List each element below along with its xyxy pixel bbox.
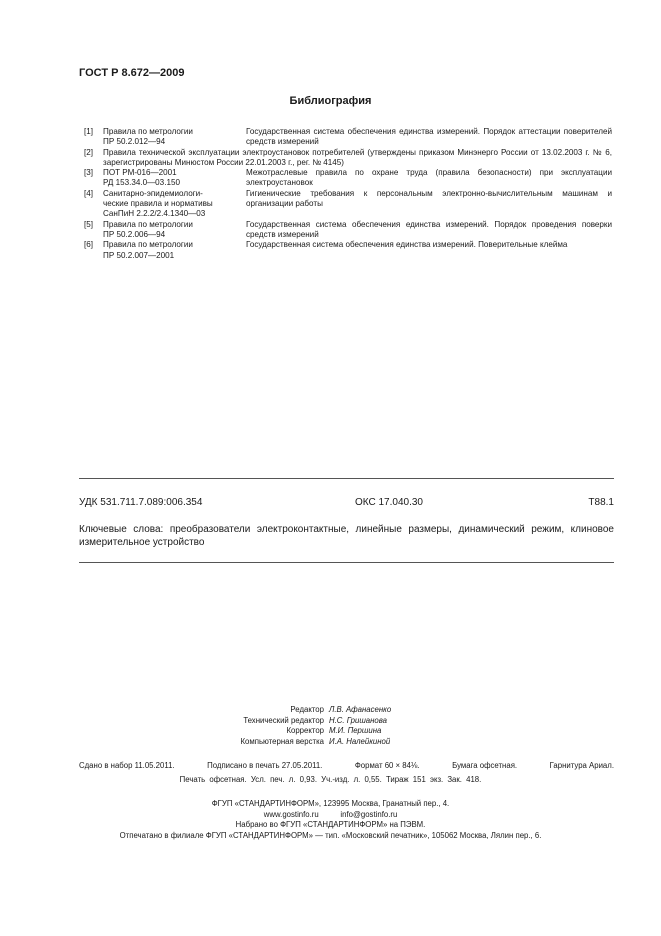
credit-layout [0, 737, 661, 748]
credit-role: Редактор [290, 705, 324, 714]
bib-description: Государственная система обеспечения единства измерений. Поверительные клейма [246, 240, 568, 250]
bib-entry-5 [84, 220, 612, 241]
credit-role: Компьютерная верстка [240, 736, 324, 746]
bib-source [103, 168, 246, 189]
bib-source [103, 189, 246, 220]
typeface: Гарнитура Ариал. [549, 761, 614, 770]
credit-role: Корректор [286, 726, 324, 736]
bib-number: [2] [84, 147, 93, 157]
bib-number: [1] [84, 127, 93, 136]
bib-entry-3 [84, 168, 612, 189]
keywords: Ключевые слова: преобразователи электроконтактные, линейные размеры, динамический режим, клиновое измерительное устройство [79, 524, 614, 548]
bib-entry-1 [84, 127, 612, 148]
typeset-date: Сдано в набор 11.05.2011. [79, 761, 175, 770]
bib-number: [3] [84, 168, 93, 178]
bib-source [103, 240, 246, 261]
credit-editor [0, 705, 661, 716]
standard-number: ГОСТ Р 8.672—2009 [79, 67, 185, 79]
publisher-address: ФГУП «СТАНДАРТИНФОРМ», 123995 Москва, Гранатный пер., 4. [211, 799, 450, 808]
bib-source-line: ПР 50.2.007—2001 [103, 250, 175, 260]
bib-source-line: СанПиН 2.2.2/2.4.1340—03 [103, 209, 206, 219]
bib-source-line: ПР 50.2.006—94 [103, 229, 166, 239]
bib-description: Государственная система обеспечения единства измерений. Порядок аттестации поверителей средств измерений [246, 127, 612, 147]
imprint-block [0, 799, 661, 841]
printer-note: Отпечатано в филиале ФГУП «СТАНДАРТИНФОРМ» — тип. «Московский печатник», 105062 Москва, Лялин пер., 6. [119, 830, 542, 840]
bib-source-line: Санитарно-эпидемиологи- [103, 188, 203, 198]
credit-name: Л.В. Афанасенко [329, 705, 392, 714]
bib-source-line: РД 153.34.0—03.150 [103, 178, 180, 188]
divider-top [79, 478, 614, 479]
publisher-web: www.gostinfo.ru info@gostinfo.ru [263, 809, 398, 819]
bib-entry-4 [84, 189, 612, 220]
bib-description: Государственная система обеспечения единства измерений. Порядок проведения поверки средств измерений [246, 219, 612, 239]
bib-source-line: ческие правила и нормативы [103, 199, 213, 209]
bib-entry-6 [84, 240, 612, 261]
udk-code: УДК 531.711.7.089:006.354 [79, 497, 203, 508]
bibliography-title: Библиография [289, 95, 372, 107]
bib-description: Правила технической эксплуатации электроустановок потребителей (утверждены приказом Минэнерго России от 13.02.2003 г. № 6, зарегистрированы Минюстом России 22.01.2003 г., рег. № 4145) [103, 147, 612, 167]
credit-name: Н.С. Гришанова [329, 715, 388, 725]
bib-description: Межотраслевые правила по охране труда (правила безопасности) при эксплуатации электроустановок [246, 168, 612, 188]
bib-description: Гигиенические требования к персональным электронно-вычислительным машинам и организации работы [246, 188, 612, 209]
bib-source [103, 220, 246, 241]
credits-block [0, 705, 661, 747]
bib-number: [6] [84, 240, 93, 250]
credit-role: Технический редактор [243, 715, 324, 725]
bib-number: [5] [84, 219, 93, 229]
bib-entry-2 [84, 148, 612, 169]
bib-source [103, 127, 246, 148]
credit-tech-editor [0, 716, 661, 727]
credit-name: И.А. Налейкиной [329, 736, 391, 746]
bib-source-line: Правила по метрологии [103, 127, 193, 136]
divider-bottom [79, 562, 614, 563]
publication-line-2: Печать офсетная. Усл. печ. л. 0,93. Уч.-изд. л. 0,55. Тираж 151 экз. Зак. 418. [179, 775, 482, 784]
credit-name: М.И. Першина [329, 726, 382, 736]
bib-source-line: ПР 50.2.012—94 [103, 137, 166, 147]
bib-source-line: ПОТ РМ-016—2001 [103, 168, 177, 178]
bib-number: [4] [84, 188, 93, 198]
paper: Бумага офсетная. [452, 761, 518, 770]
category-code: Т88.1 [588, 497, 614, 508]
typeset-note: Набрано во ФГУП «СТАНДАРТИНФОРМ» на ПЭВМ. [235, 820, 426, 830]
print-date: Подписано в печать 27.05.2011. [207, 761, 323, 770]
oks-code: ОКС 17.040.30 [355, 497, 423, 508]
bibliography-list [84, 127, 612, 261]
bib-source-line: Правила по метрологии [103, 240, 193, 250]
format: Формат 60 × 84⅛. [354, 761, 420, 770]
bib-source-line: Правила по метрологии [103, 219, 193, 229]
publication-line-1 [79, 761, 614, 770]
credit-proofreader [0, 726, 661, 737]
